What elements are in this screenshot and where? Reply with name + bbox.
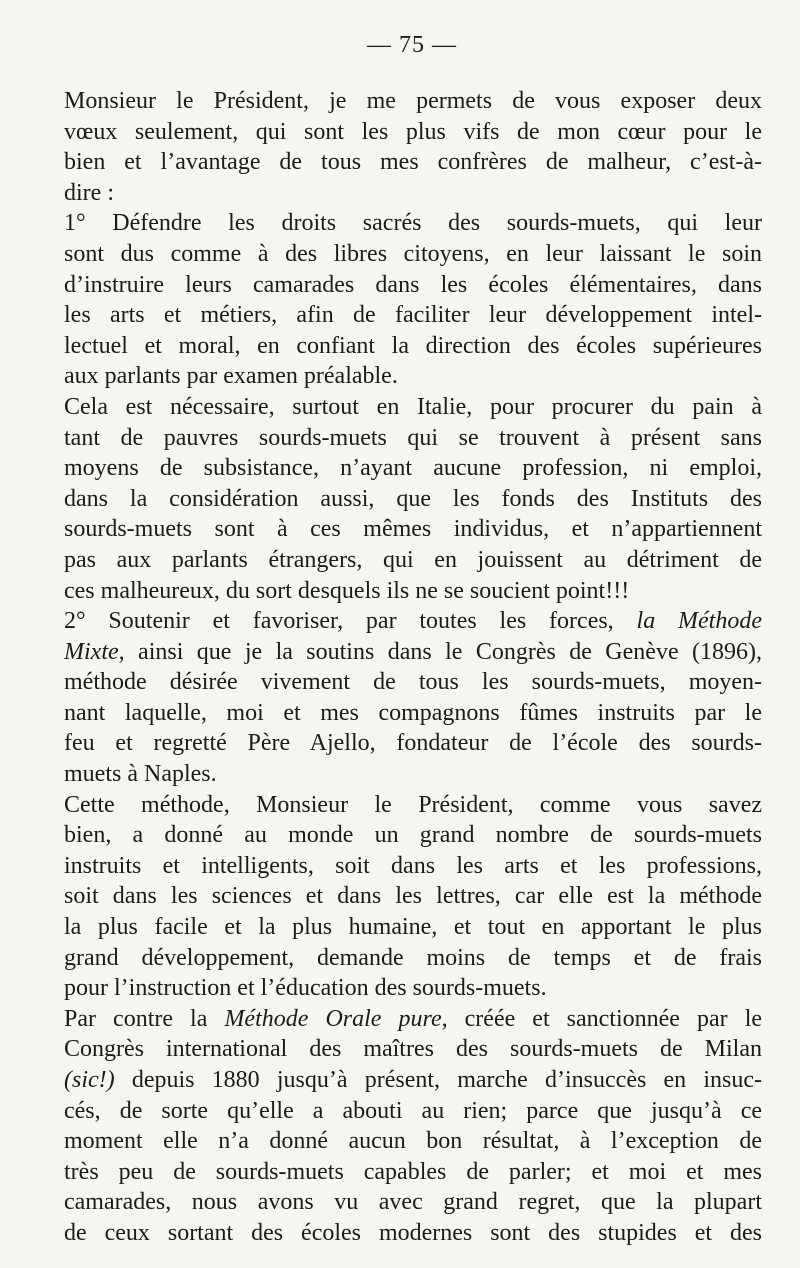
- italic-text: Mixte,: [64, 638, 125, 665]
- text-segment: ainsi que je la soutins dans le Congrès de Genève (1896),: [124, 638, 762, 665]
- text-line: Monsieur le Président, je me permets de vous exposer deux: [64, 88, 762, 114]
- paragraph-4: [62, 606, 762, 790]
- paragraph-1: [62, 86, 762, 208]
- text-line: dans la considération aussi, que les fonds des Instituts des: [64, 485, 762, 512]
- text-line: muets à Naples.: [64, 761, 217, 788]
- text-line: [62, 637, 762, 668]
- page-number: — 75 —: [367, 32, 457, 58]
- italic-text: Méthode Orale pure,: [224, 1005, 448, 1032]
- text-line: cés, de sorte qu’elle a abouti au rien; parce que jusqu’à ce: [64, 1097, 762, 1124]
- text-line: ces malheureux, du sort desquels ils ne se soucient point!!!: [64, 577, 630, 604]
- text-line: très peu de sourds-muets capables de parler; et moi et mes: [64, 1158, 762, 1185]
- text-segment: 2° Soutenir et favoriser, par toutes les forces,: [64, 608, 637, 635]
- text-line: la plus facile et la plus humaine, et tout en apportant le plus: [64, 914, 762, 941]
- text-line: vœux seulement, qui sont les plus vifs de mon cœur pour le: [64, 118, 762, 145]
- text-line: moment elle n’a donné aucun bon résultat, à l’exception de: [64, 1128, 762, 1155]
- text-line: méthode désirée vivement de tous les sourds-muets, moyen-: [64, 669, 762, 696]
- text-line: bien et l’avantage de tous mes confrères de malheur, c’est-à-: [64, 149, 762, 176]
- text-line: instruits et intelligents, soit dans les arts et les professions,: [64, 852, 762, 879]
- text-line: feu et regretté Père Ajello, fondateur de l’école des sourds-: [64, 730, 762, 757]
- paragraph-5: [62, 790, 762, 1004]
- text-line: aux parlants par examen préalable.: [64, 363, 398, 390]
- paragraph-2: [62, 208, 762, 392]
- text-line: de ceux sortant des écoles modernes sont des stupides et des: [64, 1219, 762, 1246]
- text-line: Cela est nécessaire, surtout en Italie, pour procurer du pain à: [64, 393, 762, 420]
- text-line: [62, 1065, 762, 1096]
- text-segment: Par contre la: [64, 1005, 225, 1032]
- text-segment: créée et sanctionnée par le: [447, 1005, 763, 1032]
- text-line: d’instruire leurs camarades dans les écoles élémentaires, dans: [64, 271, 762, 298]
- text-line: camarades, nous avons vu avec grand regret, que la plupart: [64, 1189, 762, 1216]
- italic-text: (sic!): [64, 1067, 115, 1093]
- italic-text: la Méthode: [636, 608, 762, 635]
- text-line: bien, a donné au monde un grand nombre de sourds-muets: [64, 822, 762, 849]
- text-line: pour l’instruction et l’éducation des sourds-muets.: [64, 975, 547, 1002]
- text-line: Congrès international des maîtres des sourds-muets de Milan: [64, 1036, 762, 1063]
- text-line: nant laquelle, moi et mes compagnons fûmes instruits par le: [64, 699, 762, 726]
- text-line: tant de pauvres sourds-muets qui se trouvent à présent sans: [64, 424, 762, 451]
- text-line: les arts et métiers, afin de faciliter leur développement intel-: [64, 302, 762, 329]
- paragraph-3: [62, 392, 762, 606]
- text-line: 1° Défendre les droits sacrés des sourds-muets, qui leur: [64, 210, 762, 237]
- text-line: moyens de subsistance, n’ayant aucune profession, ni emploi,: [64, 455, 762, 482]
- paragraph-6: [62, 1004, 762, 1249]
- text-line: grand développement, demande moins de temps et de frais: [64, 944, 762, 971]
- text-line: [62, 1004, 762, 1035]
- text-line: [62, 606, 762, 637]
- text-line: Cette méthode, Monsieur le Président, comme vous savez: [64, 791, 762, 818]
- text-line: dire :: [64, 179, 114, 206]
- text-line: pas aux parlants étrangers, qui en jouissent au détriment de: [64, 546, 762, 573]
- text-line: sourds-muets sont à ces mêmes individus, et n’appartiennent: [64, 516, 762, 543]
- text-line: sont dus comme à des libres citoyens, en leur laissant le soin: [64, 240, 762, 267]
- text-line: lectuel et moral, en confiant la direction des écoles supérieures: [64, 332, 762, 359]
- text-line: soit dans les sciences et dans les lettres, car elle est la méthode: [64, 883, 762, 910]
- text-segment: depuis 1880 jusqu’à présent, marche d’insuccès en insuc-: [114, 1067, 762, 1093]
